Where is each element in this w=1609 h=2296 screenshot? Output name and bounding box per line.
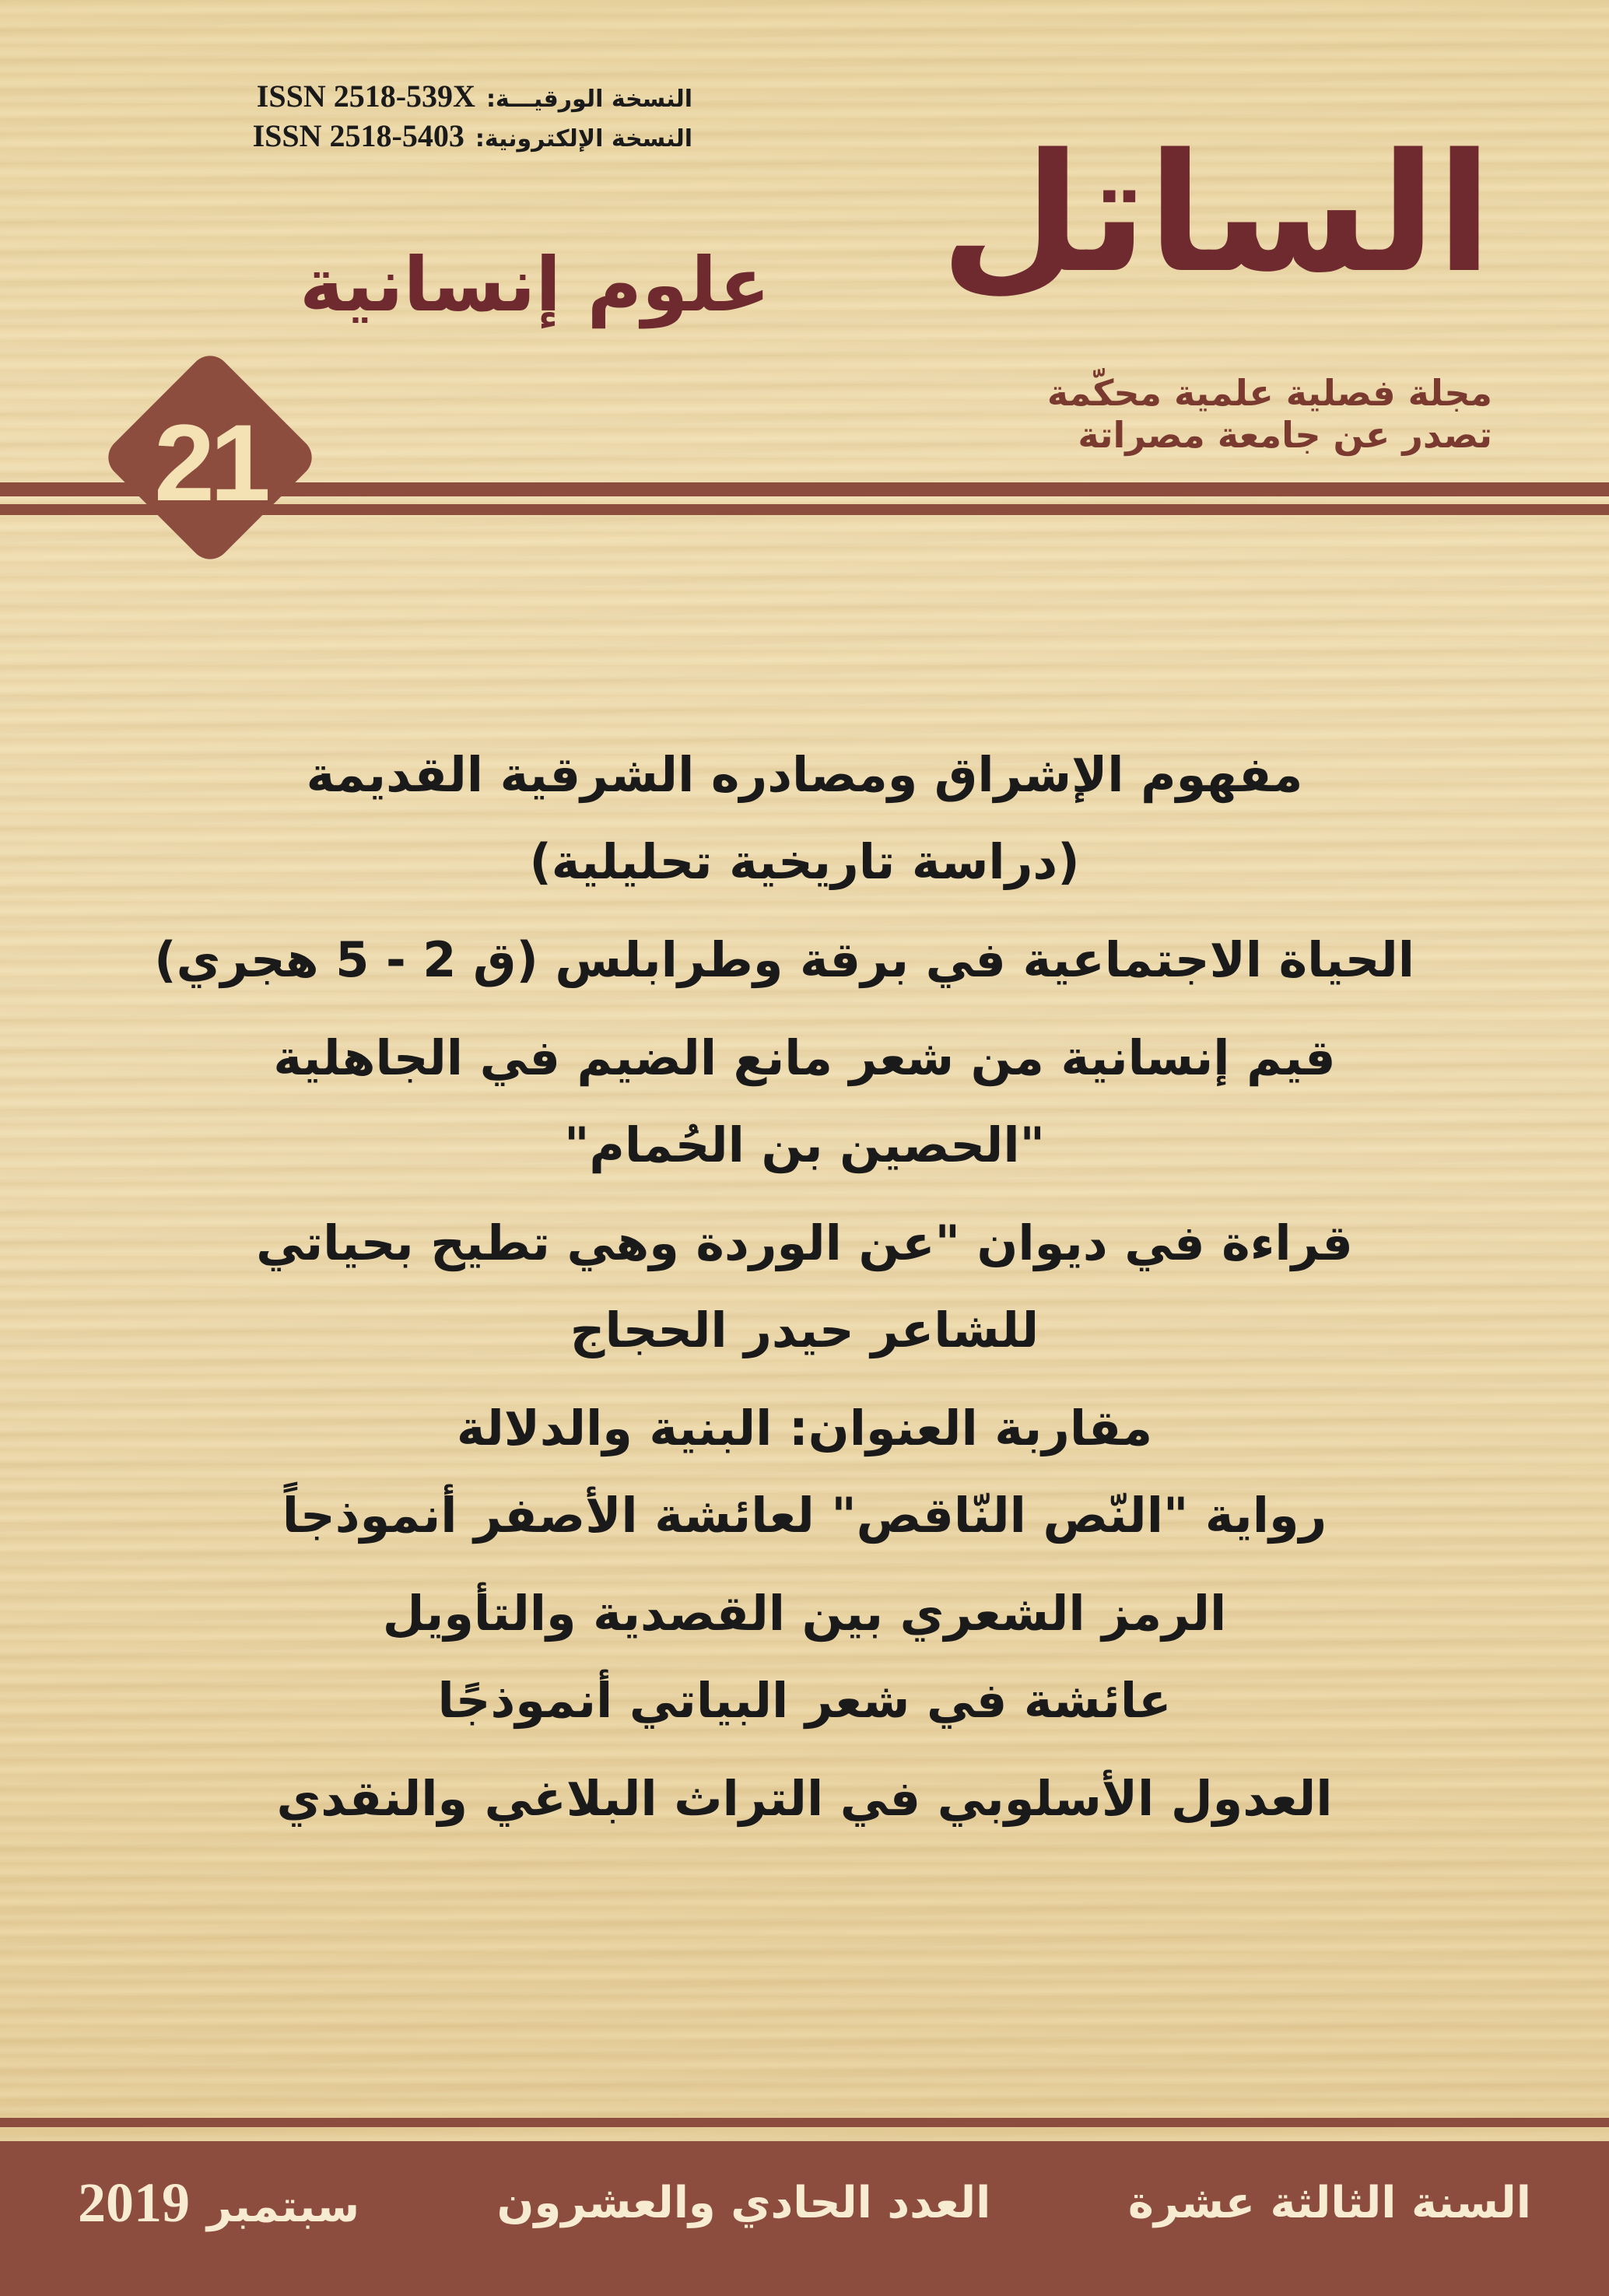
footer-text <box>78 2171 1531 2235</box>
article-title-line: قراءة في ديوان "عن الوردة وهي تطيح بحياتي <box>256 1215 1353 1271</box>
journal-title: الساتل <box>940 118 1492 309</box>
article-title-line: عائشة في شعر البياتي أنموذجًا <box>437 1672 1172 1729</box>
volume-year-label: السنة الثالثة عشرة <box>1127 2178 1531 2228</box>
article-title-line: مقاربة العنوان: البنية والدلالة <box>456 1400 1153 1456</box>
article-item <box>195 1200 1414 1374</box>
publication-month: سبتمبر <box>207 2182 360 2232</box>
publication-year: 2019 <box>78 2172 191 2234</box>
article-title-line: العدول الأسلوبي في التراث البلاغي والنقدي <box>276 1770 1333 1827</box>
issn-online-label: النسخة الإلكترونية: <box>475 125 692 152</box>
journal-tagline <box>1010 372 1492 457</box>
article-item <box>195 1755 1414 1842</box>
article-item <box>195 731 1414 906</box>
article-title-line: رواية "النّص النّاقص" لعائشة الأصفر أنموذجاً <box>282 1487 1327 1544</box>
article-title-line: "الحصين بن الحُمام" <box>564 1116 1045 1173</box>
issn-print-value: ISSN 2518-539X <box>256 79 475 114</box>
issn-block <box>132 78 692 154</box>
article-title-line: الرمز الشعري بين القصدية والتأويل <box>382 1585 1227 1642</box>
article-item <box>195 1385 1414 1559</box>
journal-subtitle: علوم إنسانية <box>300 241 770 328</box>
issue-number: 21 <box>154 401 266 524</box>
issn-online-value: ISSN 2518-5403 <box>252 118 464 153</box>
article-title-line: للشاعر حيدر الحجاج <box>570 1302 1039 1358</box>
footer-divider-band <box>0 2118 1609 2127</box>
issue-label: العدد الحادي والعشرون <box>496 2178 991 2228</box>
article-list <box>154 731 1414 1842</box>
article-title-line: الحياة الاجتماعية في برقة وطرابلس (ق 2 - 5 هجري) <box>154 931 1414 988</box>
tagline-line-1: مجلة فصلية علمية محكّمة <box>1046 372 1492 414</box>
article-title-line: (دراسة تاريخية تحليلية) <box>529 833 1080 890</box>
tagline-line-2: تصدر عن جامعة مصراتة <box>1078 414 1492 457</box>
issn-print-label: النسخة الورقيـــة: <box>486 86 692 113</box>
issn-online <box>132 117 692 154</box>
article-item <box>195 1570 1414 1744</box>
article-title-line: قيم إنسانية من شعر مانع الضيم في الجاهلية <box>273 1029 1336 1086</box>
article-title-line: مفهوم الإشراق ومصادره الشرقية القديمة <box>306 746 1303 803</box>
publication-date <box>78 2171 359 2235</box>
article-item <box>195 1015 1414 1189</box>
article-item <box>154 917 1414 1004</box>
issn-print <box>132 78 692 114</box>
